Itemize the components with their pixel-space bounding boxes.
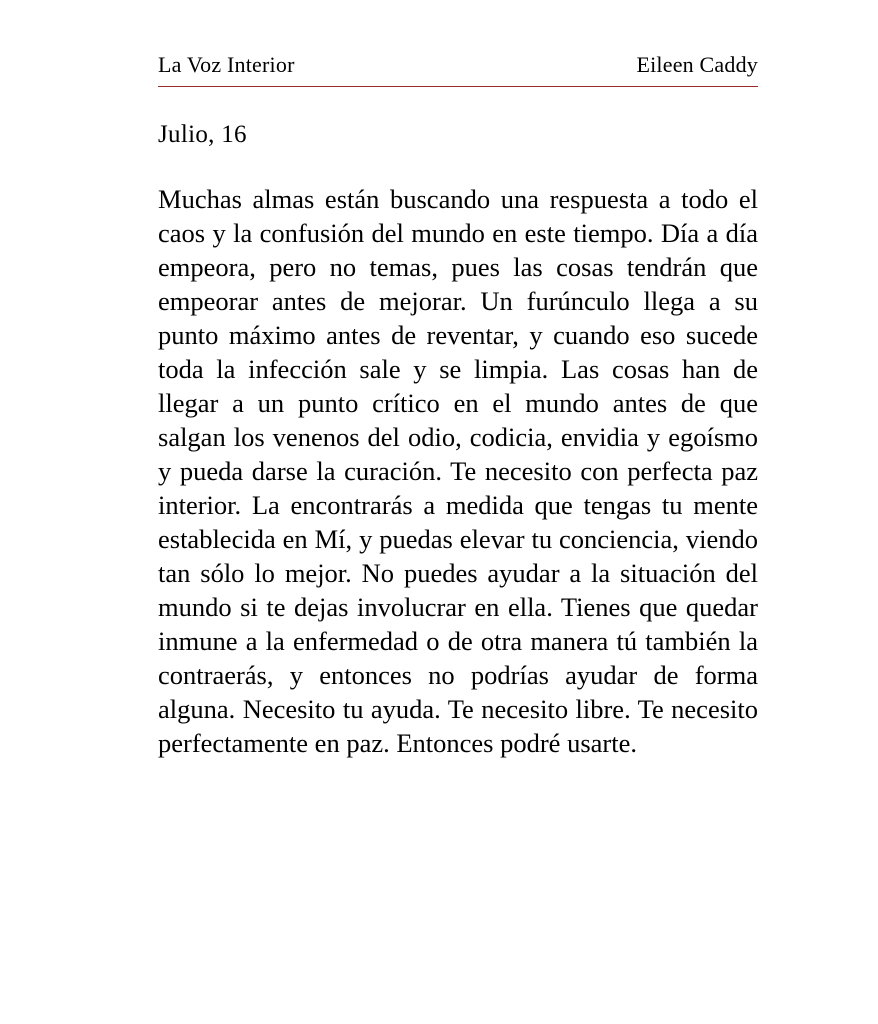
entry-body-text: Muchas almas están buscando una respuesta a todo el caos y la confusión del mundo en este tiempo. Día a día empeora, pero no temas, pues las cosas tendrán que empeorar antes de mejorar. Un furúnculo llega a su punto máximo antes de reventar, y cuando eso sucede toda la infección sale y se limpia. Las cosas han de llegar a un punto crítico en el mundo antes de que salgan los venenos del odio, codicia, envidia y egoísmo y pueda darse la curación. Te necesito con perfecta paz interior. La encontrarás a medida que tengas tu mente establecida en Mí, y puedas elevar tu conciencia, viendo tan sólo lo mejor. No puedes ayudar a la situación del mundo si te dejas involucrar en ella. Tienes que quedar inmune a la enfermedad o de otra manera tú también la contraerás, y entonces no podrías ayudar de forma alguna. Necesito tu ayuda. Te necesito libre. Te necesito perfectamente en paz. Entonces podré usarte.	[158, 184, 758, 758]
page-header	[158, 52, 758, 86]
entry-date: Julio, 16	[158, 121, 247, 148]
author-name: Eileen Caddy	[636, 52, 758, 77]
book-title: La Voz Interior	[158, 52, 295, 77]
header-divider	[158, 86, 758, 87]
